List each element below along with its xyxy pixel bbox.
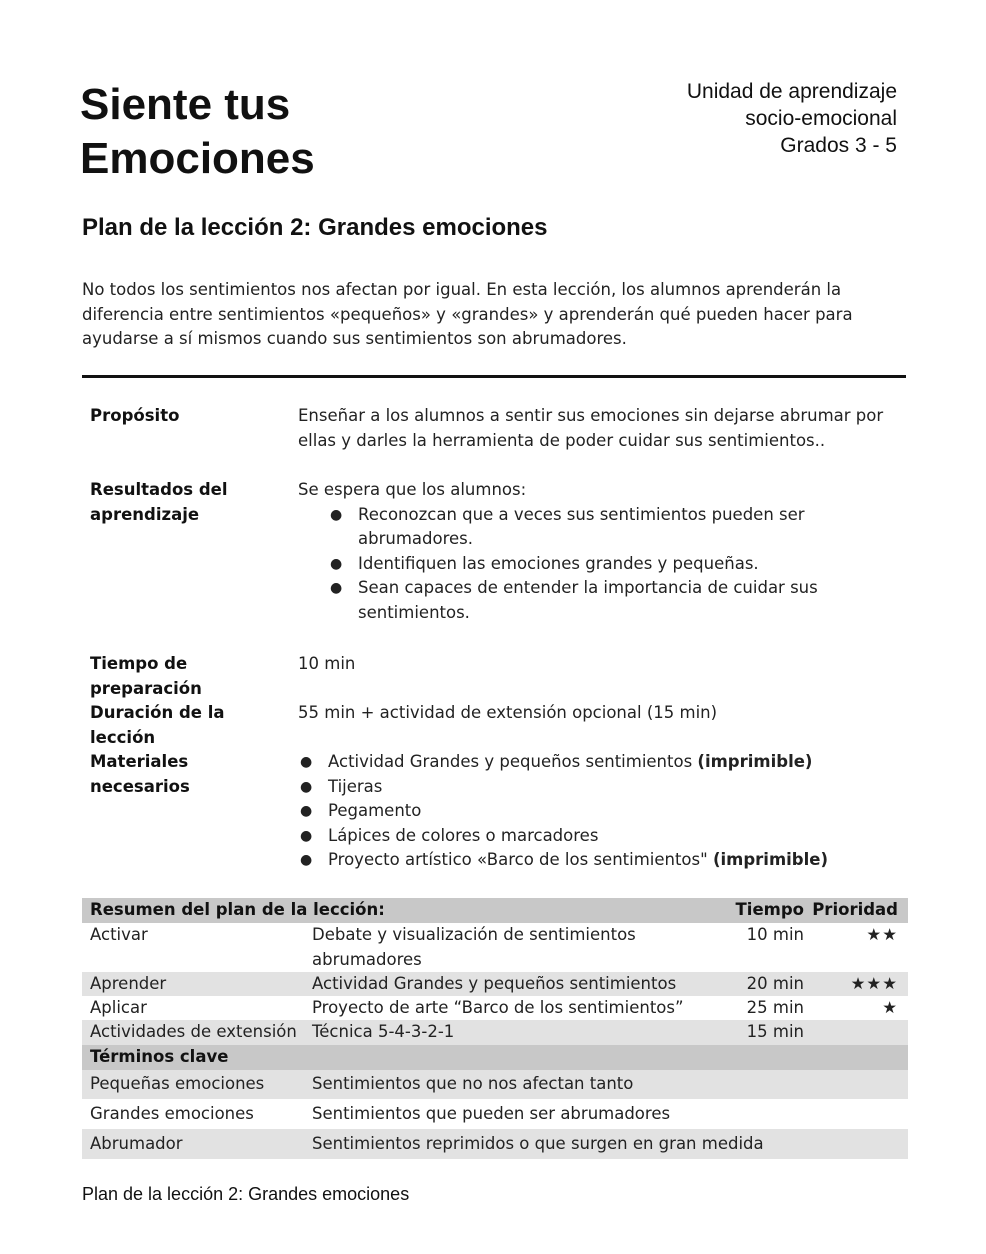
activity-cell: Debate y visualización de sentimientos abrumadores xyxy=(312,925,636,969)
purpose-label: Propósito xyxy=(90,406,180,425)
time-header: Tiempo xyxy=(735,900,804,919)
purpose-text: Enseñar a los alumnos a sentir sus emociones sin dejarse abrumar por ellas y darles la herramienta de poder cuidar sus sentimientos.. xyxy=(298,406,884,450)
material-item xyxy=(298,848,898,873)
prep-time-section xyxy=(82,652,906,702)
prep-time-value: 10 min xyxy=(298,654,356,673)
purpose-section xyxy=(82,404,906,456)
table-row xyxy=(82,972,908,996)
materials-list xyxy=(298,750,898,873)
unit-line-2: socio-emocional xyxy=(745,107,897,130)
outcome-item: ● Sean capaces de entender la importancia de cuidar sus sentimientos. xyxy=(328,576,898,625)
outcomes-label: Resultados del aprendizaje xyxy=(90,480,228,524)
unit-line-3: Grados 3 - 5 xyxy=(780,134,897,157)
materials-label: Materiales necesarios xyxy=(90,752,190,796)
definition-cell: Sentimientos reprimidos o que surgen en gran medida xyxy=(312,1134,764,1153)
prep-time-label: Tiempo de preparación xyxy=(90,654,202,698)
material-item xyxy=(298,824,898,849)
divider xyxy=(82,375,906,378)
material-text: Pegamento xyxy=(328,801,422,820)
definition-cell: Sentimientos que no nos afectan tanto xyxy=(312,1074,634,1093)
time-cell: 20 min xyxy=(746,974,804,993)
material-item xyxy=(298,750,898,775)
priority-stars-icon: ★★ xyxy=(866,925,898,944)
material-item xyxy=(298,775,898,800)
time-cell: 25 min xyxy=(746,998,804,1017)
term-cell: Abrumador xyxy=(90,1134,183,1153)
material-text: Lápices de colores o marcadores xyxy=(328,825,599,845)
priority-stars-icon: ★★★ xyxy=(850,974,898,993)
title-line-1: Siente tus xyxy=(80,80,291,129)
duration-section xyxy=(82,701,906,747)
material-printable: (imprimible) xyxy=(697,752,813,771)
intro-paragraph: No todos los sentimientos nos afectan por igual. En esta lección, los alumnos aprenderán la diferencia entre sentimientos «pequeños» y «grandes» y aprenderán qué pueden hacer para ayudarse a sí mismos cuando sus sentimientos son abrumadores. xyxy=(82,280,853,348)
materials-content xyxy=(298,750,898,873)
stage-cell: Aprender xyxy=(90,974,167,993)
table-row xyxy=(82,996,908,1020)
stage-cell: Activar xyxy=(90,925,148,944)
table-row xyxy=(82,1099,908,1129)
title-line-2: Emociones xyxy=(80,134,315,183)
outcome-item: ● Identifiquen las emociones grandes y pequeñas. xyxy=(328,552,898,577)
time-cell: 10 min xyxy=(746,925,804,944)
page-footer: Plan de la lección 2: Grandes emociones xyxy=(82,1184,410,1204)
priority-header: Prioridad xyxy=(812,900,898,919)
priority-stars-icon: ★ xyxy=(882,998,898,1017)
time-cell: 15 min xyxy=(746,1022,804,1041)
lesson-summary-table xyxy=(82,898,908,1159)
unit-info xyxy=(687,78,897,159)
summary-header-row xyxy=(82,898,908,923)
stage-cell: Aplicar xyxy=(90,998,147,1017)
key-terms-header-row xyxy=(82,1045,908,1070)
table-row xyxy=(82,1020,908,1045)
materials-section xyxy=(82,750,906,878)
material-text: Proyecto artístico «Barco de los sentimientos" xyxy=(328,850,713,869)
outcomes-content xyxy=(298,478,898,625)
material-item xyxy=(298,799,898,824)
duration-label: Duración de la lección xyxy=(90,703,225,747)
table-row xyxy=(82,1129,908,1159)
activity-cell: Proyecto de arte “Barco de los sentimientos” xyxy=(312,998,684,1017)
table-row xyxy=(82,1070,908,1099)
summary-header: Resumen del plan de la lección: xyxy=(90,900,385,919)
material-text: Actividad Grandes y pequeños sentimientos xyxy=(328,752,698,771)
outcomes-section xyxy=(82,478,906,628)
lesson-title: Plan de la lección 2: Grandes emociones xyxy=(82,214,548,241)
unit-line-1: Unidad de aprendizaje xyxy=(686,80,897,103)
material-printable: (imprimible) xyxy=(712,850,829,869)
outcomes-lead: Se espera que los alumnos: xyxy=(298,480,527,499)
key-terms-header: Términos clave xyxy=(90,1047,229,1066)
definition-cell: Sentimientos que pueden ser abrumadores xyxy=(312,1104,671,1123)
material-text: Tijeras xyxy=(328,776,383,796)
outcomes-list xyxy=(328,503,898,626)
stage-cell: Actividades de extensión xyxy=(90,1022,297,1041)
duration-value: 55 min + actividad de extensión opcional (15 min) xyxy=(298,703,718,722)
activity-cell: Actividad Grandes y pequeños sentimientos xyxy=(312,974,677,993)
document-title xyxy=(80,78,315,186)
activity-cell: Técnica 5-4-3-2-1 xyxy=(312,1022,455,1041)
table-row xyxy=(82,923,908,972)
term-cell: Pequeñas emociones xyxy=(90,1074,265,1093)
term-cell: Grandes emociones xyxy=(90,1104,254,1123)
outcome-item: ● Reconozcan que a veces sus sentimientos pueden ser abrumadores. xyxy=(328,503,898,552)
